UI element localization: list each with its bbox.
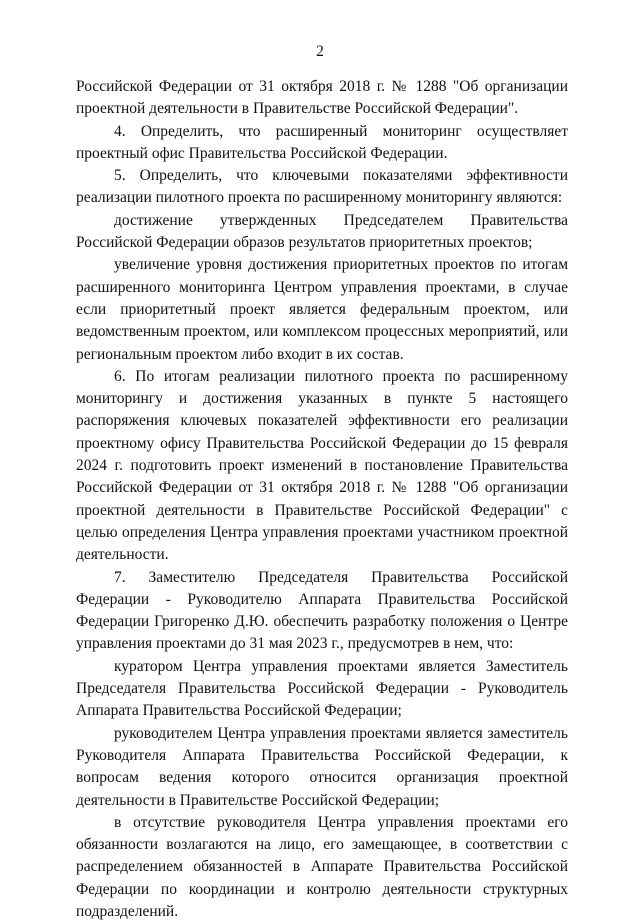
- paragraph-item-7-point-3: в отсутствие руководителя Центра управления проектами его обязанности возлагаются на лицо, его замещающее, в соответствии с распределением обязанностей в Аппарате Правительства Российской Федерации по координации и контролю деятельности структурных подразделений.: [76, 813, 568, 920]
- paragraph-item-5-point-2: увеличение уровня достижения приоритетных проектов по итогам расширенного мониторинга Центром управления проектами, в случае если приоритетный проект является федеральным проектом, или ведомственным проектом, или комплексом процессных мероприятий, или региональным проектом либо входит в их состав.: [76, 256, 568, 363]
- paragraph-item-7-point-2: руководителем Центра управления проектами является заместитель Руководителя Аппарата Правительства Российской Федерации, к вопросам ведения которого относится организация проектной деятельности в Правительстве Российской Федерации;: [76, 724, 568, 809]
- document-body: [76, 76, 568, 923]
- paragraph-item-5: 5. Определить, что ключевыми показателями эффективности реализации пилотного проекта по расширенному мониторингу являются:: [76, 167, 568, 207]
- paragraph-item-7-point-1: куратором Центра управления проектами является Заместитель Председателя Правительства Российской Федерации - Руководитель Аппарата Правительства Российской Федерации;: [76, 657, 568, 720]
- page-number: 2: [316, 43, 324, 60]
- paragraph-continuation: Российской Федерации от 31 октября 2018 г. № 1288 "Об организации проектной деятельности в Правительстве Российской Федерации".: [76, 78, 568, 118]
- paragraph-item-4: 4. Определить, что расширенный мониторинг осуществляет проектный офис Правительства Российской Федерации.: [76, 122, 568, 162]
- paragraph-item-7: 7. Заместителю Председателя Правительства Российской Федерации - Руководителю Аппарата Правительства Российской Федерации Григоренко Д.Ю. обеспечить разработку положения о Центре управления проектами до 31 мая 2023 г., предусмотрев в нем, что:: [76, 568, 568, 653]
- paragraph-item-5-point-1: достижение утвержденных Председателем Правительства Российской Федерации образов результатов приоритетных проектов;: [76, 211, 568, 252]
- paragraph-item-6: 6. По итогам реализации пилотного проекта по расширенному мониторингу и достижения указанных в пункте 5 настоящего распоряжения ключевых показателей эффективности его реализации проектному офису Правительства Российской Федерации до 15 февраля 2024 г. подготовить проект изменений в постановление Правительства Российской Федерации от 31 октября 2018 г. № 1288 "Об организации проектной деятельности в Правительстве Российской Федерации" с целью определения Центра управления проектами участником проектной деятельности.: [76, 367, 568, 564]
